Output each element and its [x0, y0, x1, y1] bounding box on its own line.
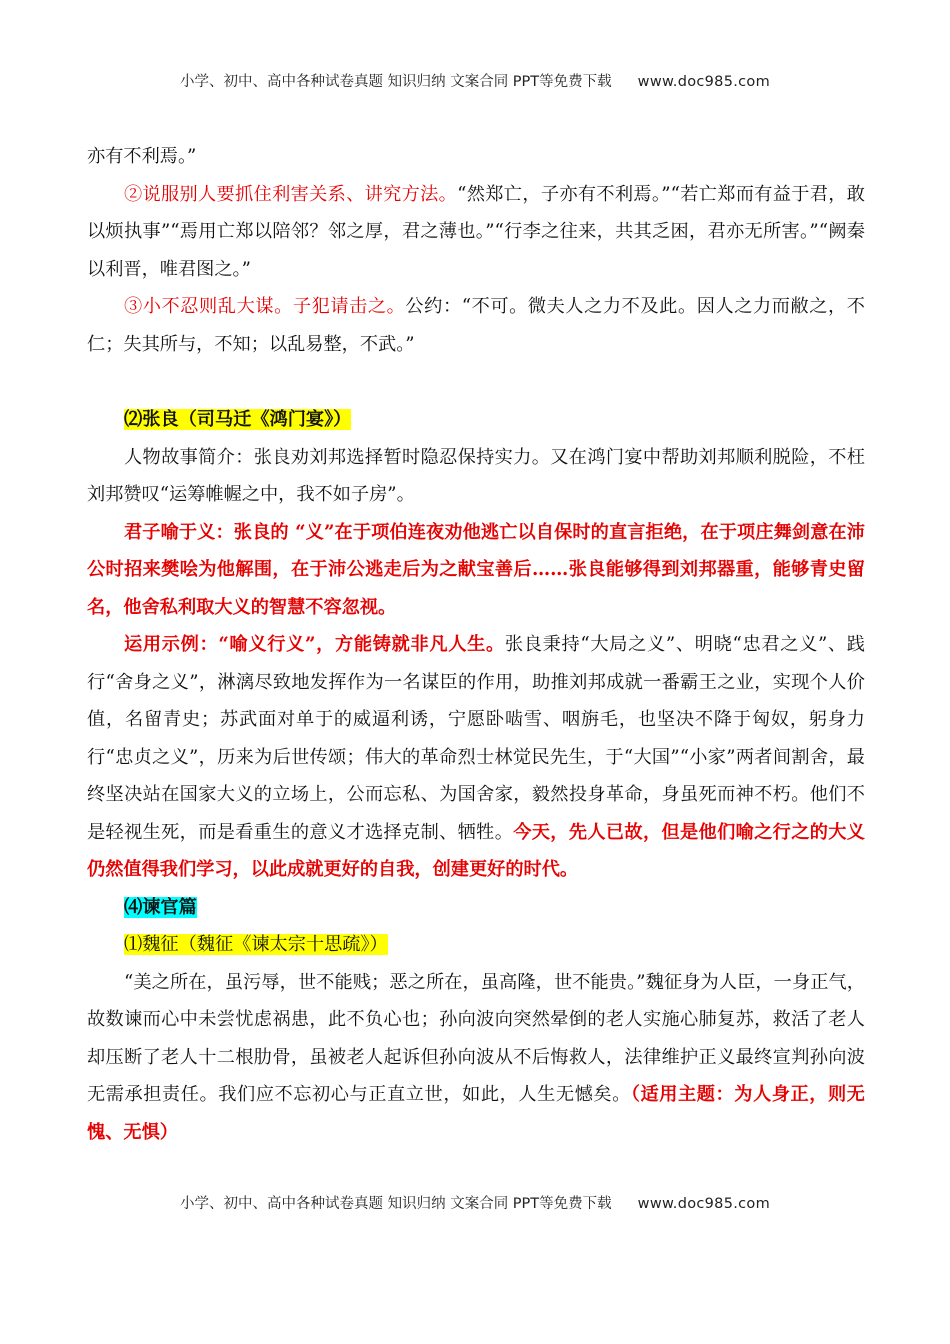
header-text: 小学、初中、高中各种试卷真题 知识归纳 文案合同 PPT等免费下载 — [179, 74, 612, 90]
point-3-label: ③小不忍则乱大谋。子犯请击之。 — [124, 296, 406, 317]
example-label: 运用示例：“喻义行义”，方能铸就非凡人生。 — [124, 634, 505, 655]
weizheng-text: “美之所在，虽污辱，世不能贱；恶之所在，虽高隆，世不能贵。”魏征身为人臣，一身正气，故数谏而心中未尝忧虑祸患，此不负心也；孙向波向突然晕倒的老人实施心肺复苏，救活了老人却压断了老人十二根肋骨，虽被老人起诉但孙向波从不后悔救人，法律维护正义最终宣判孙向波无需承担责任。我们应不忘初心与正直立世，如此，人生无憾矣。 — [87, 971, 865, 1105]
header-url[interactable]: www.doc985.com — [637, 74, 771, 90]
weizheng-heading-line — [87, 926, 865, 964]
zhangliang-intro: 人物故事简介：张良劝刘邦选择暂时隐忍保持实力。又在鸿门宴中帮助刘邦顺利脱险，不枉刘邦赞叹“运筹帷幄之中，我不如子房”。 — [87, 446, 865, 505]
zhangliang-thesis: 君子喻于义：张良的 “义”在于项伯连夜劝他逃亡以自保时的直言拒绝，在于项庄舞剑意在沛公时招来樊哙为他解围，在于沛公逃走后为之献宝善后……张良能够得到刘邦器重，能够青史留名，他舍私利取大义的智慧不容忽视。 — [87, 521, 865, 618]
footer-text: 小学、初中、高中各种试卷真题 知识归纳 文案合同 PPT等免费下载 — [179, 1196, 612, 1212]
paragraph-point-2 — [87, 176, 865, 289]
weizheng-paragraph — [87, 964, 865, 1152]
zhangliang-heading-line — [87, 401, 865, 439]
footer-url[interactable]: www.doc985.com — [637, 1196, 771, 1212]
example-conclusion: 今天，先人已故，但是他们喻之行之的大义仍然值得我们学习，以此成就更好的自我，创建更好的时代。 — [87, 821, 865, 880]
jianguan-section-heading: ⑷谏官篇 — [124, 896, 197, 918]
zhangliang-example — [87, 626, 865, 889]
point-2-label: ②说服别人要抓住利害关系、讲究方法。 — [124, 183, 458, 205]
paragraph-continuation: 亦有不利焉。” — [87, 146, 197, 167]
weizheng-heading: ⑴魏征（魏征《谏太宗十思疏》） — [124, 934, 388, 955]
point-2-text: “然郑亡，子亦有不利焉。”“若亡郑而有益于君，敢以烦执事”“焉用亡郑以陪邻？邻之厚，君之薄也。”“行李之往来，共其乏困，君亦无所害。”“阙秦以利晋，唯君图之。” — [87, 183, 865, 280]
document-body — [87, 138, 865, 1151]
page-header — [0, 70, 950, 91]
paragraph-point-3 — [87, 288, 865, 363]
jianguan-section-line — [87, 889, 865, 927]
point-3-text: 公约：“不可。微夫人之力不及此。因人之力而敝之，不仁；失其所与，不知；以乱易整，不武。” — [87, 296, 865, 355]
zhangliang-heading: ⑵张良（司马迁《鸿门宴》） — [124, 409, 352, 430]
page-footer — [0, 1192, 950, 1213]
example-text: 张良秉持“大局之义”、明晓“忠君之义”、践行“舍身之义”，淋漓尽致地发挥作为一名谋臣的作用，助推刘邦成就一番霸王之业，实现个人价值，名留青史；苏武面对单于的威逼利诱，宁愿卧啮雪、咽旃毛，也坚决不降于匈奴，躬身力行“忠贞之义”，历来为后世传颂；伟大的革命烈士林觉民先生，于“大国”“小家”两者间割舍，最终坚决站在国家大义的立场上，公而忘私、为国舍家，毅然投身革命，身虽死而神不朽。他们不是轻视生死，而是看重生的意义才选择克制、牺牲。 — [87, 634, 865, 843]
weizheng-theme: （适用主题：为人身正，则无愧、无惧） — [87, 1084, 865, 1143]
